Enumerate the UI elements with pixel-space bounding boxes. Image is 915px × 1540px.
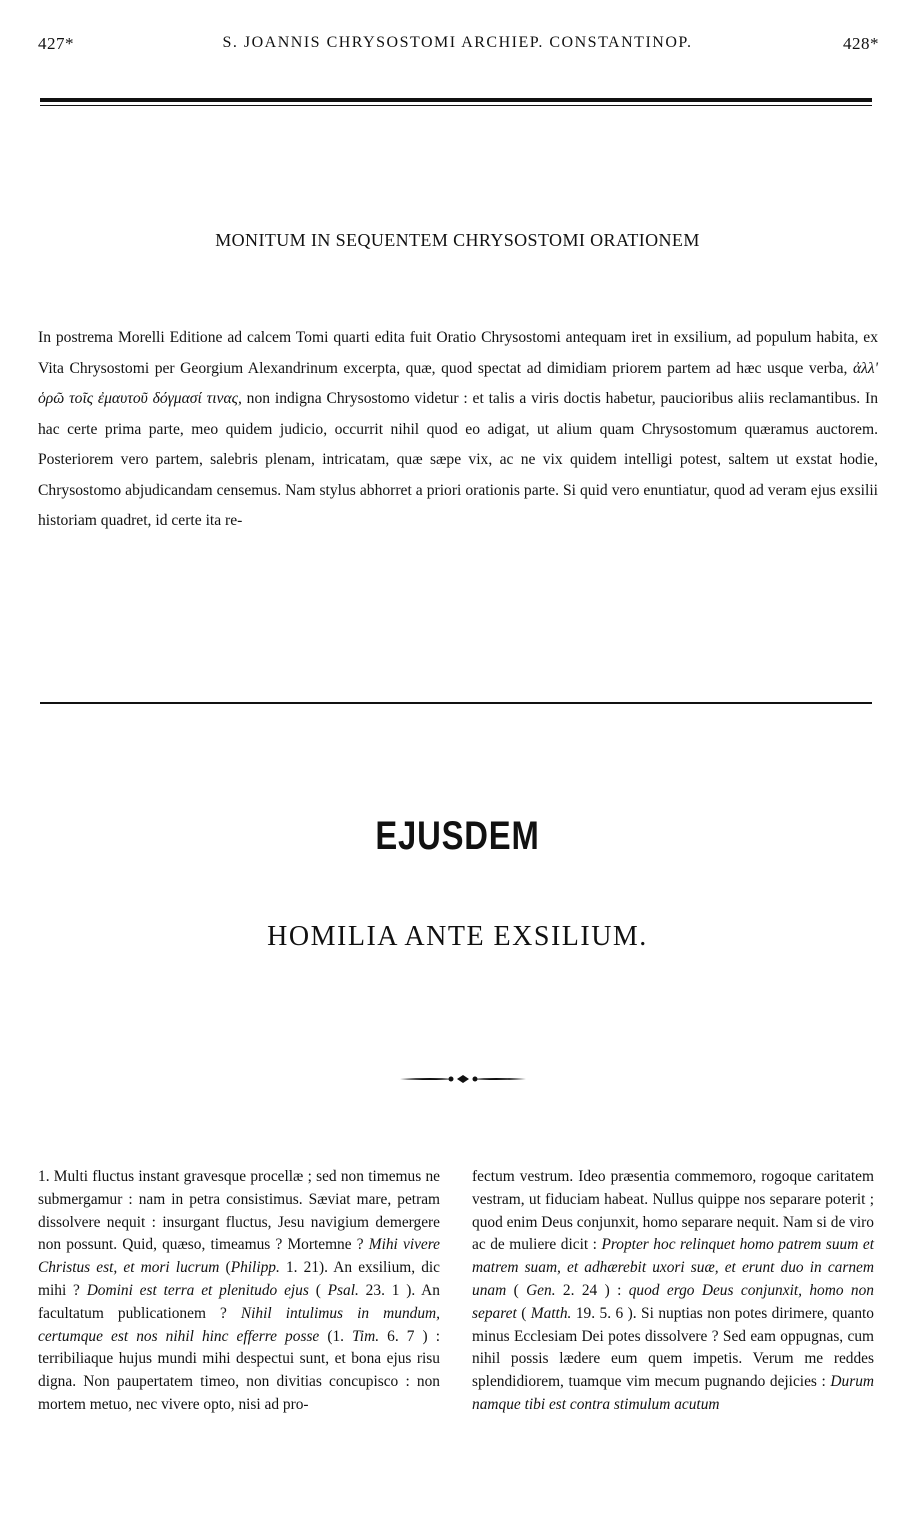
heading-ejusdem: EJUSDEM bbox=[375, 814, 540, 858]
homily-title: HOMILIA ANTE EXSILIUM. bbox=[267, 921, 648, 952]
italic-citation: Nihil intulimus in mundum, certumque est nos nihil hinc efferre posse bbox=[38, 1304, 440, 1345]
text-segment: 1. Multi fluctus instant gravesque procellæ ; sed non timemus ne submergamur : nam in petra consistimus. Sæviat mare, petram dissolvere nequit : insurgant fluctus, Jesu navigium demergere non possunt. Quid, quæso, timeamus ? Mortemne ? bbox=[38, 1168, 440, 1254]
text-segment: ( bbox=[516, 1304, 531, 1322]
text-segment: fectum vestrum. Ideo præsentia commemoro, rogoque caritatem vestram, ut fiduciam habeat. Nullus quippe nos separare poterit ; quod enim Deus conjunxit, homo separare nequit. Nam si de viro ac de muliere dicit : bbox=[472, 1168, 874, 1254]
text-segment: 6. 7 ) : terribiliaque hujus mundi mihi despectui sunt, et bona ejus risu digna. Non paupertatem timeo, non divitias concupisco : non mortem metuo, nec vivere opto, nisi ad pro- bbox=[38, 1327, 440, 1413]
italic-citation: Domini est terra et plenitudo ejus bbox=[86, 1281, 309, 1299]
text-segment: ( bbox=[219, 1259, 231, 1277]
header-rule-thick bbox=[40, 98, 872, 102]
ornament-icon bbox=[398, 1072, 528, 1086]
section-divider bbox=[40, 702, 872, 704]
text-segment: (1. bbox=[319, 1327, 353, 1345]
italic-citation: Mihi vivere Christus est, et mori lucrum bbox=[38, 1236, 441, 1277]
italic-citation: Gen. bbox=[526, 1281, 556, 1299]
italic-citation: Psal. bbox=[327, 1281, 359, 1299]
running-title: S. JOANNIS CHRYSOSTOMI ARCHIEP. CONSTANTINOP. bbox=[222, 34, 693, 51]
monitum-text-part2: non indigna Chrysostomo videtur : et talis a viris doctis habetur, paucioribus aliis reclamantibus. In hac certe prima parte, meo quidem judicio, occurrit nihil quod eo adigat, ut alium quam Chrysostomum quæramus auctorem. Posteriorem vero partem, salebris plenam, intricatam, quæ sæpe vix, ac ne vix quidem intelligi potest, saltem ut exstat hodie, Chrysostomo abjudicandam censemus. Nam stylus abhorret a priori orationis parte. Si quid vero enuntiatur, quod ad veram ejus exsilii historiam quadret, id certe ita re- bbox=[38, 390, 878, 529]
monitum-title: MONITUM IN SEQUENTEM CHRYSOSTOMI ORATIONEM bbox=[215, 230, 700, 250]
italic-citation: quod ergo Deus conjunxit, homo non separet bbox=[472, 1281, 874, 1322]
monitum-text-part1: In postrema Morelli Editione ad calcem Tomi quarti edita fuit Oratio Chrysostomi antequam iret in exsilium, ad populum habita, ex Vita Chrysostomi per Georgium Alexandrinum excerpta, quæ, quod spectat ad dimidiam priorem partem ad hæc usque verba, bbox=[38, 329, 878, 377]
monitum-paragraph bbox=[38, 323, 878, 537]
text-column-right bbox=[472, 1166, 874, 1417]
italic-citation: Tim. bbox=[352, 1327, 380, 1345]
italic-citation: Propter hoc relinquet homo patrem suum et matrem suam, et adhærebit uxori suæ, et erunt duo in carnem unam bbox=[472, 1236, 874, 1299]
page-number-left: 427* bbox=[38, 34, 74, 53]
page-number-right: 428* bbox=[843, 34, 879, 53]
italic-citation: Matth. bbox=[530, 1304, 572, 1322]
text-segment: 19. 5. 6 ). Si nuptias non potes dirimere, quanto minus Ecclesiam Dei potes dissolvere ? Sed eam oppugnas, cum nihil possis lædere eum quem impetis. Verum me reddes splendidiorem, tuamque vim mecum pugnando dejicies : bbox=[472, 1304, 874, 1391]
greek-quotation: ἀλλ' ὁρῶ τοῖς ἐμαυτοῦ δόγμασί τινας, bbox=[38, 359, 878, 407]
text-column-left bbox=[38, 1166, 440, 1417]
text-segment: ( bbox=[308, 1281, 328, 1299]
text-segment: ( bbox=[506, 1281, 527, 1299]
text-segment: 1. 21). An exsilium, dic mihi ? bbox=[38, 1259, 441, 1299]
italic-citation: Durum namque tibi est contra stimulum acutum bbox=[472, 1373, 874, 1413]
header-rule-thin bbox=[40, 105, 872, 106]
text-segment: 2. 24 ) : bbox=[555, 1281, 629, 1299]
italic-citation: Philipp. bbox=[230, 1259, 280, 1277]
text-segment: 23. 1 ). An facultatum publicationem ? bbox=[38, 1281, 440, 1322]
